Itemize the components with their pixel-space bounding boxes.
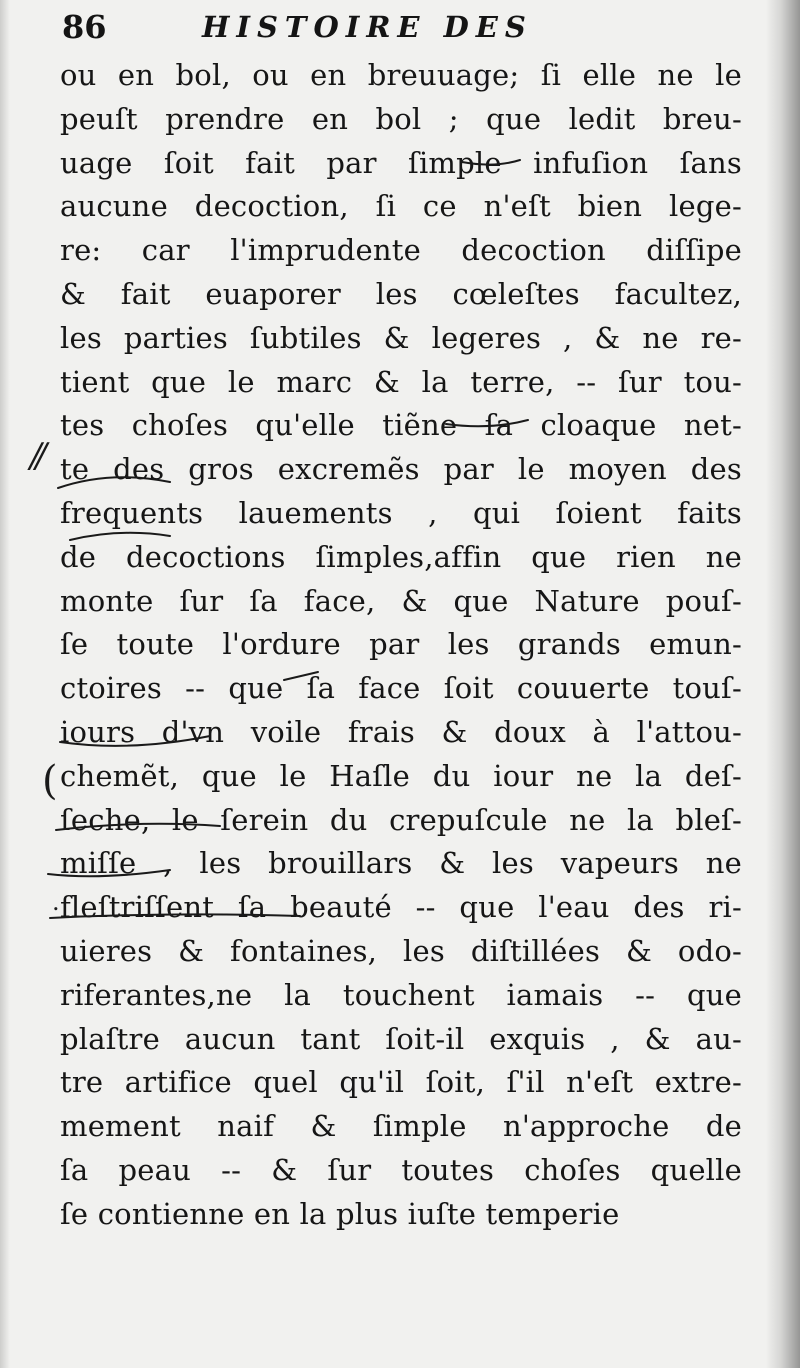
text-line: les parties ſubtiles & legeres , & ne re- — [60, 320, 742, 355]
text-line: tre artifice quel qu'il ſoit, ſ'il n'eſt extre- — [60, 1065, 742, 1100]
text-line: miſſe , les brouillars & les vapeurs ne — [60, 846, 742, 881]
text-line: ſe contienne en la plus iuſte temperie — [60, 1196, 620, 1231]
text-line: re: car l'imprudente decoction diſſipe — [60, 233, 742, 268]
text-line: mement naif & ſimple n'approche de — [60, 1109, 742, 1144]
text-line: iours d'vn voile frais & doux à l'attou- — [60, 714, 742, 749]
text-line: riferantes,ne la touchent iamais -- que — [60, 977, 742, 1012]
margin-bracket-mark: ( — [42, 758, 58, 804]
text-line: ſa peau -- & ſur toutes choſes quelle — [60, 1152, 742, 1187]
text-line: plaſtre aucun tant ſoit-il exquis , & au- — [60, 1021, 742, 1056]
text-line: uage ſoit fait par ſimple infuſion ſans — [60, 145, 742, 180]
text-line: fleſtriſſent ſa beauté -- que l'eau des ri- — [60, 890, 742, 925]
text-line: peuſt prendre en bol ; que ledit breu- — [60, 101, 742, 136]
text-line: ou en bol, ou en breuuage; ſi elle ne le — [60, 58, 742, 92]
text-line: monte ſur ſa face, & que Nature pouſ- — [60, 583, 742, 618]
page-header — [62, 8, 662, 48]
gutter-shadow — [766, 0, 800, 1368]
text-line: ſe toute l'ordure par les grands emun- — [60, 627, 742, 662]
text-line: aucune decoction, ſi ce n'eſt bien lege- — [60, 189, 742, 224]
margin-slash-mark: // — [30, 436, 41, 476]
text-line: chemẽt, que le Haſle du iour ne la deſ- — [60, 758, 742, 793]
text-line: frequents lauements , qui ſoient faits — [60, 495, 742, 530]
body-text — [60, 54, 742, 1237]
text-line: ſeche, le ſerein du crepuſcule ne la bleſ- — [60, 802, 742, 837]
text-line: de decoctions ſimples,affin que rien ne — [60, 539, 742, 574]
text-line: & fait euaporer les cœleſtes facultez, — [60, 276, 742, 311]
running-title: HISTOIRE DES — [202, 10, 533, 44]
page-edge-shadow — [0, 0, 10, 1368]
text-line: tient que le marc & la terre, -- ſur tou- — [60, 364, 742, 399]
text-line: uieres & fontaines, les diſtillées & odo- — [60, 933, 742, 968]
text-line: ctoires -- que ſa face ſoit couuerte touſ- — [60, 671, 742, 706]
text-line: te des gros excremẽs par le moyen des — [60, 452, 742, 487]
page-number: 86 — [62, 8, 107, 46]
text-line: tes choſes qu'elle tiẽne ſa cloaque net- — [60, 408, 742, 443]
margin-dot-mark: . — [52, 888, 60, 916]
